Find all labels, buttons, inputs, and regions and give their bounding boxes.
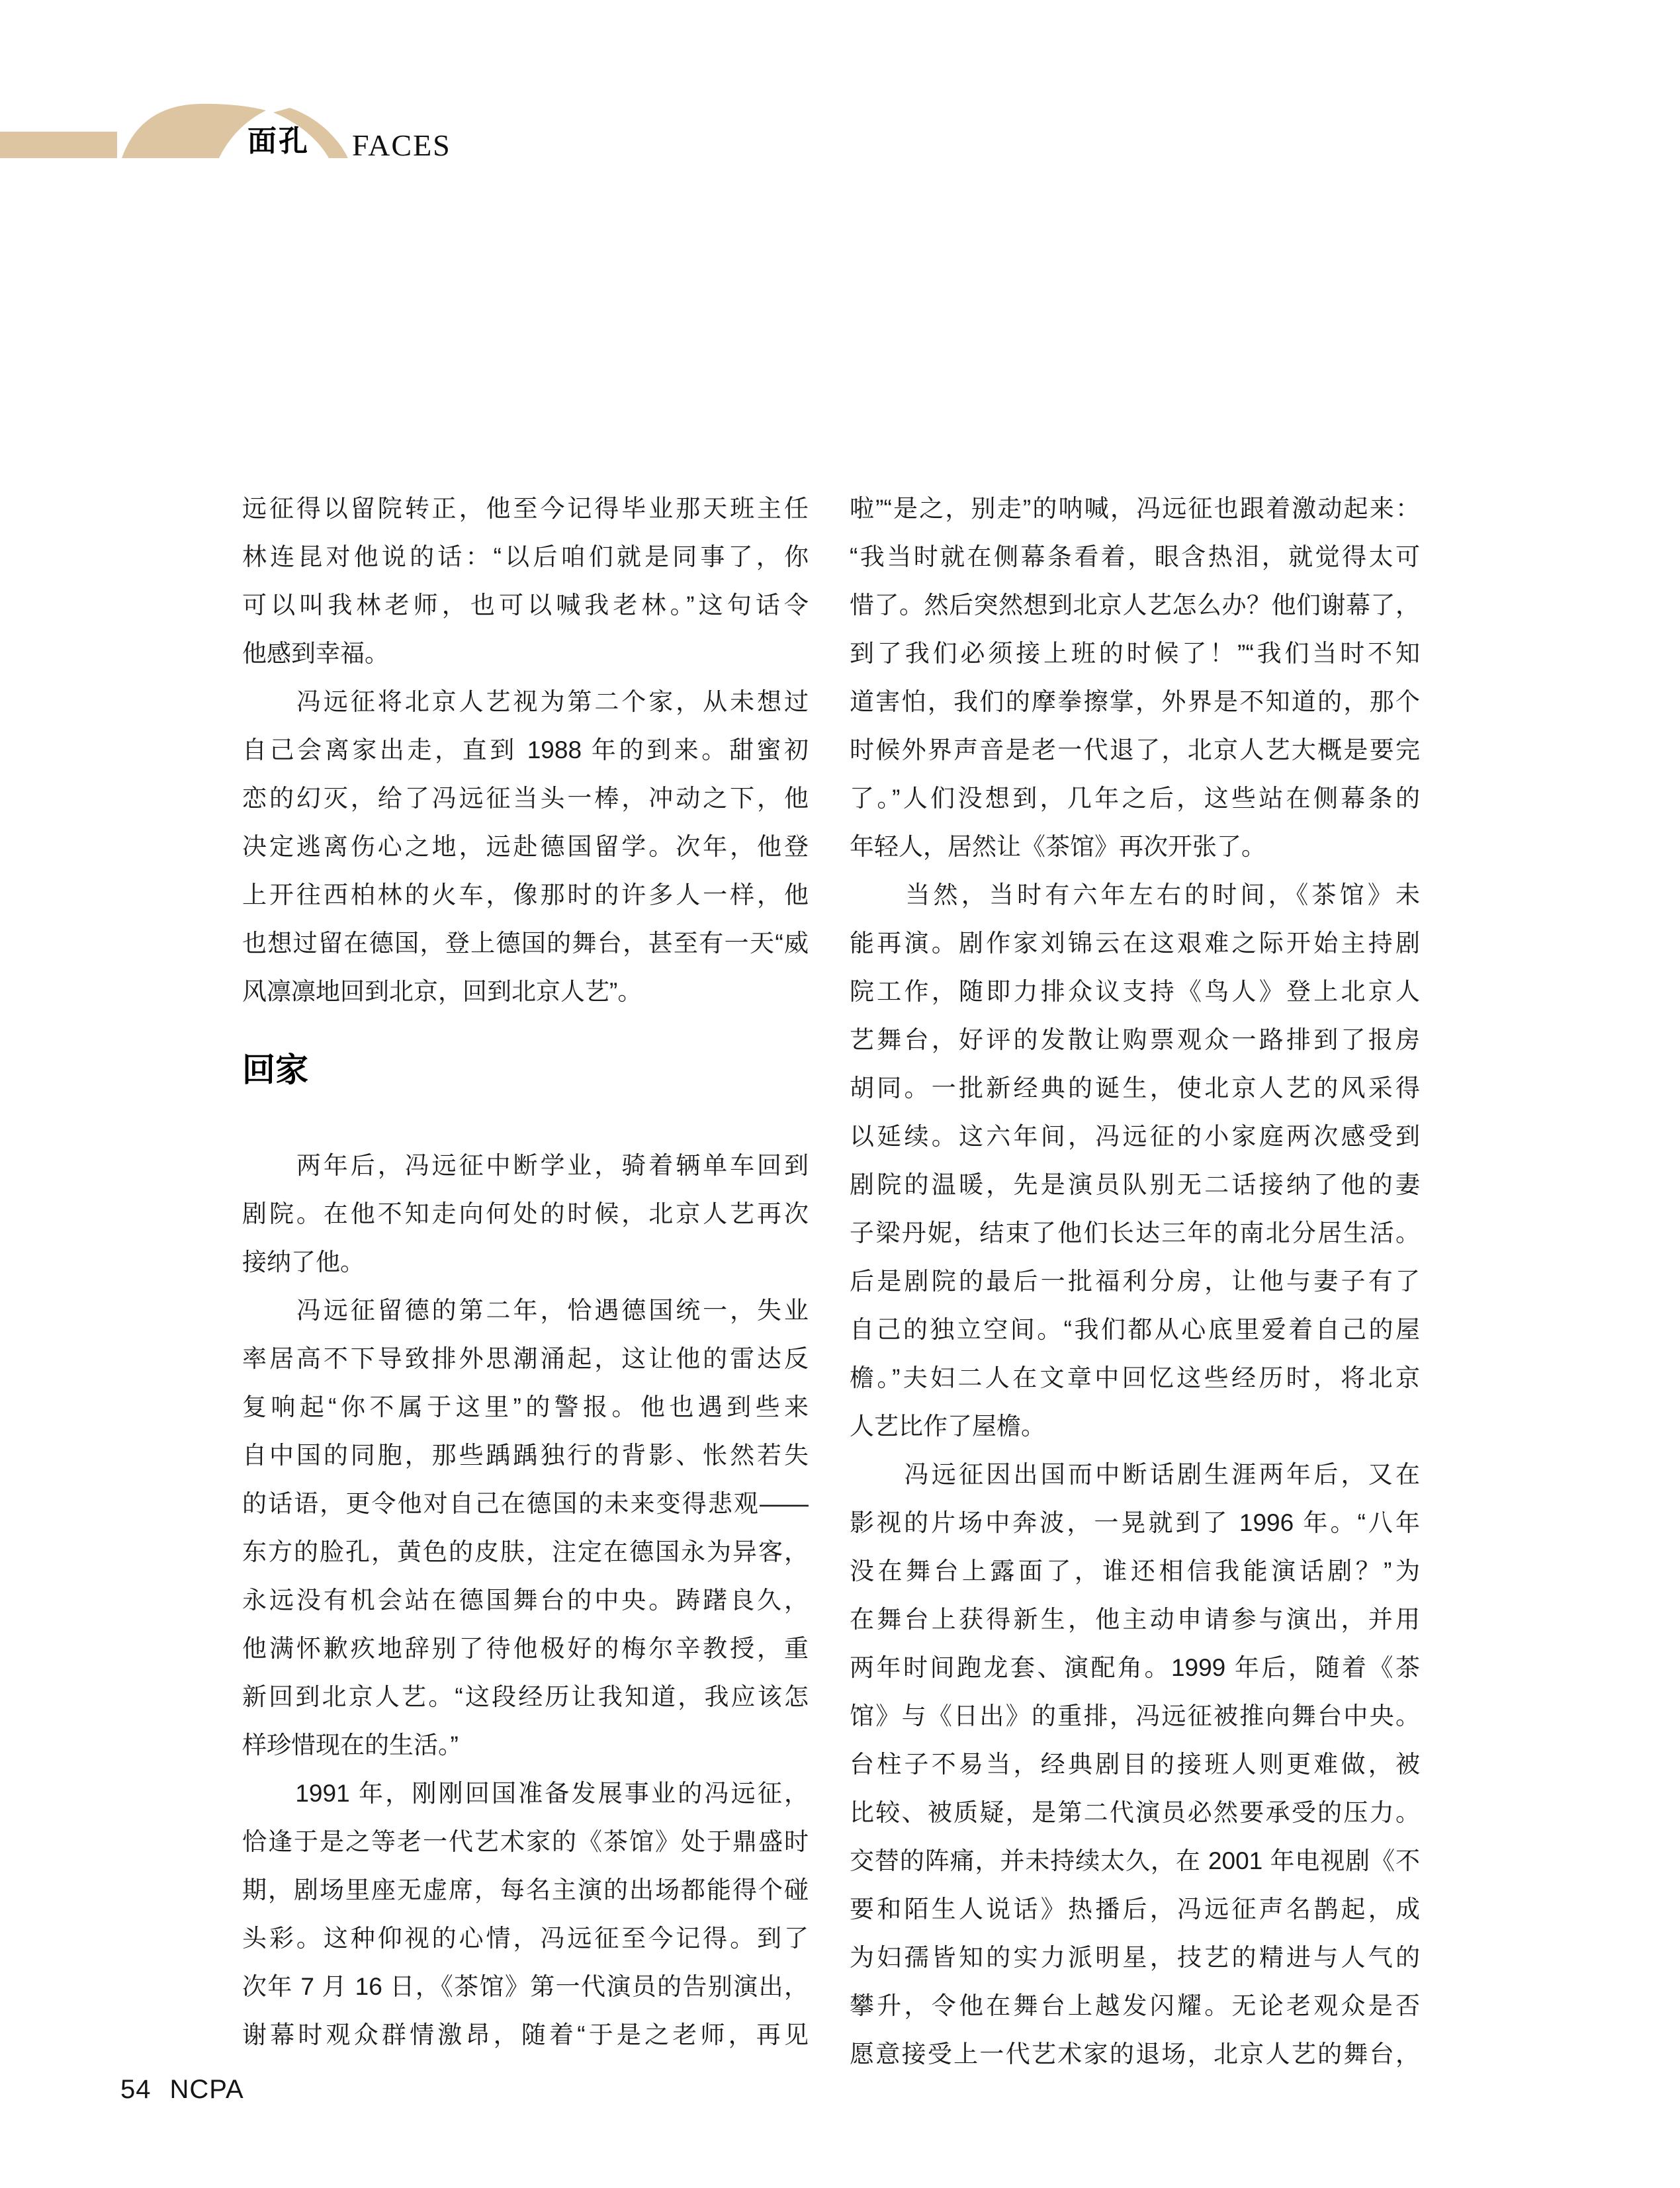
text-line: 惜了。然后突然想到北京人艺怎么办？他们谢幕了， — [850, 591, 1420, 619]
text-line: 恰逢于是之等老一代艺术家的《茶馆》处于鼎盛时 — [242, 1828, 809, 1855]
text-line: 他感到幸福。 — [242, 640, 389, 667]
article-column-left — [242, 484, 809, 2059]
text-line: 风凛凛地回到北京，回到北京人艺”。 — [242, 978, 642, 1005]
text-line: 愿意接受上一代艺术家的退场，北京人艺的舞台， — [850, 2040, 1420, 2068]
page-footer — [120, 2075, 244, 2105]
text-line: 到了我们必须接上班的时候了！”“我们当时不知 — [850, 640, 1420, 667]
text-line: 率居高不下导致排外思潮涌起，这让他的雷达反 — [242, 1345, 809, 1372]
paragraph — [242, 484, 809, 678]
text-line: 决定逃离伤心之地，远赴德国留学。次年，他登 — [242, 833, 809, 860]
text-line: 的话语，更令他对自己在德国的未来变得悲观—— — [242, 1490, 809, 1517]
article-column-right — [850, 484, 1420, 2078]
text-line: 谢幕时观众群情激昂，随着“于是之老师，再见 — [242, 2021, 809, 2048]
text-line: 剧院。在他不知走向何处的时候，北京人艺再次 — [242, 1200, 809, 1227]
text-line: 远征得以留院转正，他至今记得毕业那天班主任 — [242, 495, 809, 522]
paragraph — [850, 484, 1420, 871]
text-line: 永远没有机会站在德国舞台的中央。踌躇良久， — [242, 1587, 809, 1614]
text-line: 没在舞台上露面了，谁还相信我能演话剧？”为 — [850, 1557, 1420, 1585]
text-line: 他满怀歉疚地辞别了待他极好的梅尔辛教授，重 — [242, 1635, 809, 1662]
text-line: 上开往西柏林的火车，像那时的许多人一样，他 — [242, 881, 809, 908]
text-line: 新回到北京人艺。“这段经历让我知道，我应该怎 — [242, 1683, 809, 1710]
text-line: 子梁丹妮，结束了他们长达三年的南北分居生活。 — [850, 1219, 1420, 1247]
text-line: 两年后，冯远征中断学业，骑着辆单车回到 — [242, 1152, 809, 1179]
text-line: 也想过留在德国，登上德国的舞台，甚至有一天“威 — [242, 930, 809, 957]
paragraph — [242, 1286, 809, 1769]
text-line: 能再演。剧作家刘锦云在这艰难之际开始主持剧 — [850, 930, 1420, 957]
text-line: 檐。”夫妇二人在文章中回忆这些经历时，将北京 — [850, 1364, 1420, 1391]
text-line: 两年时间跑龙套、演配角。1999 年后，随着《茶 — [850, 1654, 1420, 1681]
text-line: 恋的幻灭，给了冯远征当头一棒，冲动之下，他 — [242, 785, 809, 812]
text-line: 后是剧院的最后一批福利分房，让他与妻子有了 — [850, 1268, 1420, 1295]
text-line: 艺舞台，好评的发散让购票观众一路排到了报房 — [850, 1026, 1420, 1053]
text-line: 复响起“你不属于这里”的警报。他也遇到些来 — [242, 1393, 809, 1421]
text-line: 在舞台上获得新生，他主动申请参与演出，并用 — [850, 1606, 1420, 1633]
text-line: 比较、被质疑，是第二代演员必然要承受的压力。 — [850, 1799, 1420, 1826]
text-line: 为妇孺皆知的实力派明星，技艺的精进与人气的 — [850, 1944, 1420, 1971]
text-line: 院工作，随即力排众议支持《鸟人》登上北京人 — [850, 978, 1420, 1005]
text-line: 冯远征留德的第二年，恰遇德国统一，失业 — [242, 1297, 809, 1324]
text-line: 攀升，令他在舞台上越发闪耀。无论老观众是否 — [850, 1992, 1420, 2019]
text-line: 冯远征将北京人艺视为第二个家，从未想过 — [242, 688, 809, 715]
header-bar — [0, 132, 117, 158]
header-dome-shape — [122, 104, 266, 158]
paragraph — [242, 1769, 809, 2059]
text-line: 样珍惜现在的生活。” — [242, 1731, 459, 1759]
text-line: 次年 7 月 16 日，《茶馆》第一代演员的告别演出， — [242, 1973, 809, 2000]
text-line: 台柱子不易当，经典剧目的接班人则更难做，被 — [850, 1751, 1420, 1778]
text-line: 了。”人们没想到，几年之后，这些站在侧幕条的 — [850, 785, 1420, 812]
text-line: 馆》与《日出》的重排，冯远征被推向舞台中央。 — [850, 1702, 1420, 1729]
text-line: 道害怕，我们的摩拳擦掌，外界是不知道的，那个 — [850, 688, 1420, 715]
paragraph — [850, 1450, 1420, 2078]
text-line: 冯远征因出国而中断话剧生涯两年后，又在 — [850, 1461, 1420, 1488]
section-title-english: FACES — [352, 128, 451, 162]
text-line: 年轻人，居然让《茶馆》再次开张了。 — [850, 833, 1266, 860]
text-line: 剧院的温暖，先是演员队别无二话接纳了他的妻 — [850, 1171, 1420, 1198]
text-line: 人艺比作了屋檐。 — [850, 1413, 1045, 1440]
text-line: 自中国的同胞，那些踽踽独行的背影、怅然若失 — [242, 1442, 809, 1469]
text-line: 当然，当时有六年左右的时间，《茶馆》未 — [850, 881, 1420, 908]
text-line: 期，剧场里座无虚席，每名主演的出场都能得个碰 — [242, 1876, 809, 1904]
text-line: 影视的片场中奔波，一晃就到了 1996 年。“八年 — [850, 1509, 1420, 1536]
paragraph — [242, 1141, 809, 1286]
text-line: 林连昆对他说的话：“以后咱们就是同事了，你 — [242, 543, 809, 570]
text-line: 交替的阵痛，并未持续太久，在 2001 年电视剧《不 — [850, 1847, 1420, 1874]
section-heading: 回家 — [242, 1051, 308, 1088]
text-line: 可以叫我林老师，也可以喊我老林。”这句话令 — [242, 591, 809, 619]
text-line: 自己的独立空间。“我们都从心底里爱着自己的屋 — [850, 1316, 1420, 1343]
paragraph — [242, 678, 809, 1016]
text-line: 东方的脸孔，黄色的皮肤，注定在德国永为异客， — [242, 1538, 809, 1565]
text-line: 1991 年，刚刚回国准备发展事业的冯远征， — [242, 1780, 809, 1807]
text-line: 以延续。这六年间，冯远征的小家庭两次感受到 — [850, 1123, 1420, 1150]
page-number: 54 — [120, 2075, 152, 2104]
paragraph — [850, 871, 1420, 1450]
text-line: 自己会离家出走，直到 1988 年的到来。甜蜜初 — [242, 736, 809, 764]
text-line: 时候外界声音是老一代退了，北京人艺大概是要完 — [850, 736, 1420, 764]
section-title-chinese: 面孔 — [247, 125, 310, 157]
text-line: 头彩。这种仰视的心情，冯远征至今记得。到了 — [242, 1925, 809, 1952]
text-line: 胡同。一批新经典的诞生，使北京人艺的风采得 — [850, 1074, 1420, 1102]
text-line: 要和陌生人说话》热播后，冯远征声名鹊起，成 — [850, 1896, 1420, 1923]
text-line: 接纳了他。 — [242, 1248, 365, 1276]
text-line: “我当时就在侧幕条看着，眼含热泪，就觉得太可 — [850, 543, 1420, 570]
text-line: 啦”“是之，别走”的呐喊，冯远征也跟着激动起来： — [850, 495, 1420, 522]
magazine-brand: NCPA — [169, 2075, 244, 2104]
